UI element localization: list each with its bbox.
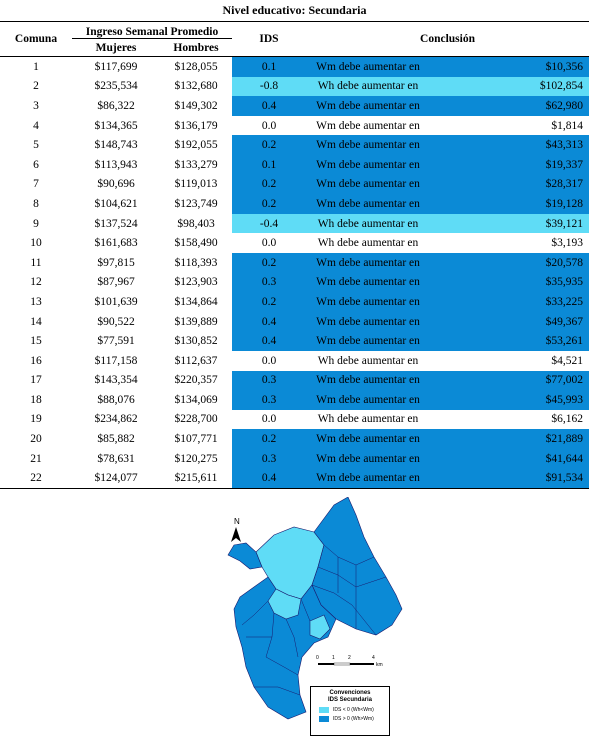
legend-title bbox=[311, 690, 389, 704]
table-row bbox=[0, 155, 589, 175]
conclusion-cell: Wm debe aumentar en bbox=[306, 292, 430, 312]
table-row bbox=[0, 390, 589, 410]
ids-cell: 0.4 bbox=[232, 312, 306, 332]
table-row bbox=[0, 214, 589, 234]
ids-cell: 0.0 bbox=[261, 119, 277, 132]
ids-cell: -0.4 bbox=[232, 214, 306, 234]
page-title: Nivel educativo: Secundaria bbox=[222, 3, 367, 17]
mujeres-cell: $117,158 bbox=[94, 354, 138, 367]
ids-cell: 0.2 bbox=[232, 194, 306, 214]
conclusion-cell: Wm debe aumentar en bbox=[306, 429, 430, 449]
mujeres-cell: $101,639 bbox=[94, 295, 138, 308]
valor-cell: $6,162 bbox=[551, 413, 583, 426]
table-row bbox=[0, 273, 589, 293]
legend-label-pos: IDS > 0 (Wh>Wm) bbox=[333, 716, 374, 722]
table-row bbox=[0, 331, 589, 351]
valor-cell: $33,225 bbox=[430, 292, 589, 312]
ids-cell: 0.0 bbox=[261, 413, 277, 426]
valor-cell: $10,356 bbox=[430, 57, 589, 77]
scale-unit: km bbox=[376, 662, 383, 668]
mujeres-cell: $113,943 bbox=[94, 158, 138, 171]
comuna-cell: 3 bbox=[33, 99, 39, 112]
header-conclusion: Conclusión bbox=[306, 22, 589, 57]
comuna-cell: 19 bbox=[30, 413, 42, 426]
north-arrow-icon bbox=[231, 527, 241, 542]
comuna-cell: 9 bbox=[33, 217, 39, 230]
valor-cell: $4,521 bbox=[551, 354, 583, 367]
ids-cell: 0.3 bbox=[232, 449, 306, 469]
hombres-cell: $132,680 bbox=[174, 80, 218, 93]
mujeres-cell: $117,699 bbox=[94, 60, 138, 73]
ids-cell: 0.1 bbox=[232, 155, 306, 175]
comuna-cell: 5 bbox=[33, 139, 39, 152]
conclusion-cell: Wm debe aumentar en bbox=[306, 57, 430, 77]
valor-cell: $39,121 bbox=[430, 214, 589, 234]
hombres-cell: $107,771 bbox=[174, 433, 218, 446]
valor-cell: $1,814 bbox=[551, 119, 583, 132]
ids-cell: 0.2 bbox=[232, 429, 306, 449]
valor-cell: $35,935 bbox=[430, 273, 589, 293]
hombres-cell: $128,055 bbox=[174, 60, 218, 73]
hombres-cell: $133,279 bbox=[174, 158, 218, 171]
conclusion-cell: Wh debe aumentar en bbox=[317, 354, 419, 367]
header-ids: IDS bbox=[232, 22, 306, 57]
scale-label-0: 0 bbox=[316, 655, 319, 661]
hombres-cell: $215,611 bbox=[160, 468, 232, 488]
header-mujeres: Mujeres bbox=[72, 39, 160, 57]
mujeres-cell: $86,322 bbox=[97, 99, 135, 112]
conclusion-cell: Wm debe aumentar en bbox=[306, 312, 430, 332]
valor-cell: $41,644 bbox=[430, 449, 589, 469]
legend-swatch-pos bbox=[319, 716, 329, 722]
valor-cell: $43,313 bbox=[430, 135, 589, 155]
conclusion-cell: Wm debe aumentar en bbox=[306, 371, 430, 391]
mujeres-cell: $104,621 bbox=[94, 197, 138, 210]
hombres-cell: $228,700 bbox=[174, 413, 218, 426]
legend-swatch-neg bbox=[319, 707, 329, 713]
table-row bbox=[0, 135, 589, 155]
comuna-cell: 14 bbox=[30, 315, 42, 328]
hombres-cell: $130,852 bbox=[174, 335, 218, 348]
ids-cell: 0.4 bbox=[232, 468, 306, 488]
hombres-cell: $123,903 bbox=[174, 276, 218, 289]
conclusion-cell: Wm debe aumentar en bbox=[306, 96, 430, 116]
hombres-cell: $98,403 bbox=[177, 217, 215, 230]
comuna-cell: 2 bbox=[33, 80, 39, 93]
mujeres-cell: $124,077 bbox=[72, 468, 160, 488]
comuna-cell: 12 bbox=[30, 276, 42, 289]
map-region-west bbox=[228, 543, 262, 569]
comuna-cell: 10 bbox=[30, 237, 42, 250]
conclusion-cell: Wh debe aumentar en bbox=[306, 77, 430, 97]
mujeres-cell: $235,534 bbox=[94, 80, 138, 93]
conclusion-cell: Wm debe aumentar en bbox=[306, 449, 430, 469]
comuna-cell: 4 bbox=[33, 119, 39, 132]
mujeres-cell: $148,743 bbox=[94, 139, 138, 152]
table-row bbox=[0, 468, 589, 488]
valor-cell: $77,002 bbox=[430, 371, 589, 391]
legend-item-pos bbox=[319, 716, 389, 722]
hombres-cell: $123,749 bbox=[174, 197, 218, 210]
ids-cell: 0.2 bbox=[232, 292, 306, 312]
conclusion-cell: Wh debe aumentar en bbox=[306, 214, 430, 234]
comuna-cell: 6 bbox=[33, 158, 39, 171]
hombres-cell: $134,069 bbox=[174, 393, 218, 406]
comuna-cell: 7 bbox=[33, 178, 39, 191]
hombres-cell: $112,637 bbox=[174, 354, 218, 367]
table-row bbox=[0, 175, 589, 195]
mujeres-cell: $88,076 bbox=[97, 393, 135, 406]
mujeres-cell: $97,815 bbox=[97, 256, 135, 269]
mujeres-cell: $234,862 bbox=[94, 413, 138, 426]
ids-cell: 0.3 bbox=[232, 371, 306, 391]
mujeres-cell: $90,522 bbox=[97, 315, 135, 328]
valor-cell: $3,193 bbox=[551, 237, 583, 250]
valor-cell: $19,128 bbox=[430, 194, 589, 214]
mujeres-cell: $143,354 bbox=[94, 374, 138, 387]
ids-cell: 0.3 bbox=[232, 273, 306, 293]
ids-cell: 0.2 bbox=[232, 135, 306, 155]
ids-cell: 0.4 bbox=[232, 331, 306, 351]
legend-item-neg bbox=[319, 707, 389, 713]
conclusion-cell: Wm debe aumentar en bbox=[306, 135, 430, 155]
hombres-cell: $192,055 bbox=[174, 139, 218, 152]
table-row bbox=[0, 351, 589, 371]
comuna-cell: 11 bbox=[30, 256, 42, 269]
conclusion-cell: Wh debe aumentar en bbox=[317, 413, 419, 426]
valor-cell: $91,534 bbox=[430, 468, 589, 488]
comuna-cell: 8 bbox=[33, 197, 39, 210]
mujeres-cell: $87,967 bbox=[97, 276, 135, 289]
scale-label-1: 1 bbox=[332, 655, 335, 661]
hombres-cell: $120,275 bbox=[174, 452, 218, 465]
table-row bbox=[0, 449, 589, 469]
comuna-cell: 21 bbox=[30, 452, 42, 465]
comuna-cell: 20 bbox=[30, 433, 42, 446]
comuna-cell: 1 bbox=[33, 60, 39, 73]
hombres-cell: $158,490 bbox=[174, 237, 218, 250]
conclusion-cell: Wm debe aumentar en bbox=[306, 273, 430, 293]
ids-cell: 0.0 bbox=[261, 237, 277, 250]
north-label: N bbox=[234, 517, 240, 526]
conclusion-cell: Wm debe aumentar en bbox=[306, 390, 430, 410]
hombres-cell: $136,179 bbox=[174, 119, 218, 132]
hombres-cell: $220,357 bbox=[174, 374, 218, 387]
valor-cell: $102,854 bbox=[430, 77, 589, 97]
mujeres-cell: $161,683 bbox=[94, 237, 138, 250]
legend-title-line-2: IDS Secundaria bbox=[327, 697, 372, 703]
mujeres-cell: $85,882 bbox=[97, 433, 135, 446]
comuna-cell: 13 bbox=[30, 295, 42, 308]
hombres-cell: $134,864 bbox=[174, 295, 218, 308]
conclusion-cell: Wm debe aumentar en bbox=[316, 119, 420, 132]
table-row bbox=[0, 429, 589, 449]
ids-cell: 0.2 bbox=[232, 175, 306, 195]
mujeres-cell: $137,524 bbox=[94, 217, 138, 230]
conclusion-cell: Wm debe aumentar en bbox=[306, 194, 430, 214]
legend-label-neg: IDS < 0 (Wh<Wm) bbox=[333, 707, 374, 713]
mujeres-cell: $134,365 bbox=[94, 119, 138, 132]
conclusion-cell: Wm debe aumentar en bbox=[306, 331, 430, 351]
valor-cell: $21,889 bbox=[430, 429, 589, 449]
comuna-cell: 22 bbox=[0, 468, 72, 488]
header-hombres: Hombres bbox=[160, 39, 232, 57]
table-row bbox=[0, 312, 589, 332]
table-row bbox=[0, 253, 589, 273]
valor-cell: $28,317 bbox=[430, 175, 589, 195]
conclusion-cell: Wm debe aumentar en bbox=[306, 155, 430, 175]
ids-cell: -0.8 bbox=[232, 77, 306, 97]
ids-cell: 0.4 bbox=[232, 96, 306, 116]
table-row bbox=[0, 371, 589, 391]
table-row bbox=[0, 77, 589, 97]
mujeres-cell: $77,591 bbox=[97, 335, 135, 348]
map-legend bbox=[310, 686, 390, 736]
table-row bbox=[0, 116, 589, 136]
comuna-cell: 16 bbox=[30, 354, 42, 367]
hombres-cell: $119,013 bbox=[174, 178, 218, 191]
table-row bbox=[0, 57, 589, 77]
hombres-cell: $118,393 bbox=[174, 256, 218, 269]
table-row bbox=[0, 194, 589, 214]
conclusion-cell: Wm debe aumentar en bbox=[306, 468, 430, 488]
header-comuna: Comuna bbox=[0, 22, 72, 57]
valor-cell: $19,337 bbox=[430, 155, 589, 175]
ids-cell: 0.1 bbox=[232, 57, 306, 77]
table-body bbox=[0, 57, 589, 489]
valor-cell: $45,993 bbox=[430, 390, 589, 410]
comuna-cell: 18 bbox=[30, 393, 42, 406]
valor-cell: $49,367 bbox=[430, 312, 589, 332]
table-row bbox=[0, 233, 589, 253]
ids-cell: 0.2 bbox=[232, 253, 306, 273]
comuna-cell: 15 bbox=[30, 335, 42, 348]
conclusion-cell: Wm debe aumentar en bbox=[306, 175, 430, 195]
header-ingreso: Ingreso Semanal Promedio bbox=[85, 26, 219, 38]
hombres-cell: $149,302 bbox=[174, 99, 218, 112]
scale-label-2: 2 bbox=[348, 655, 351, 661]
mujeres-cell: $78,631 bbox=[97, 452, 135, 465]
comuna-cell: 17 bbox=[30, 374, 42, 387]
valor-cell: $53,261 bbox=[430, 331, 589, 351]
table-row bbox=[0, 410, 589, 430]
conclusion-cell: Wm debe aumentar en bbox=[306, 253, 430, 273]
ids-cell: 0.0 bbox=[261, 354, 277, 367]
table-row bbox=[0, 292, 589, 312]
valor-cell: $62,980 bbox=[430, 96, 589, 116]
legend-title-line-1: Convenciones bbox=[329, 690, 371, 696]
ids-cell: 0.3 bbox=[232, 390, 306, 410]
hombres-cell: $139,889 bbox=[174, 315, 218, 328]
table-row bbox=[0, 96, 589, 116]
data-table bbox=[0, 21, 589, 489]
conclusion-cell: Wh debe aumentar en bbox=[317, 237, 419, 250]
valor-cell: $20,578 bbox=[430, 253, 589, 273]
mujeres-cell: $90,696 bbox=[97, 178, 135, 191]
scale-label-4: 4 bbox=[372, 655, 375, 661]
scale-bar bbox=[318, 663, 374, 665]
